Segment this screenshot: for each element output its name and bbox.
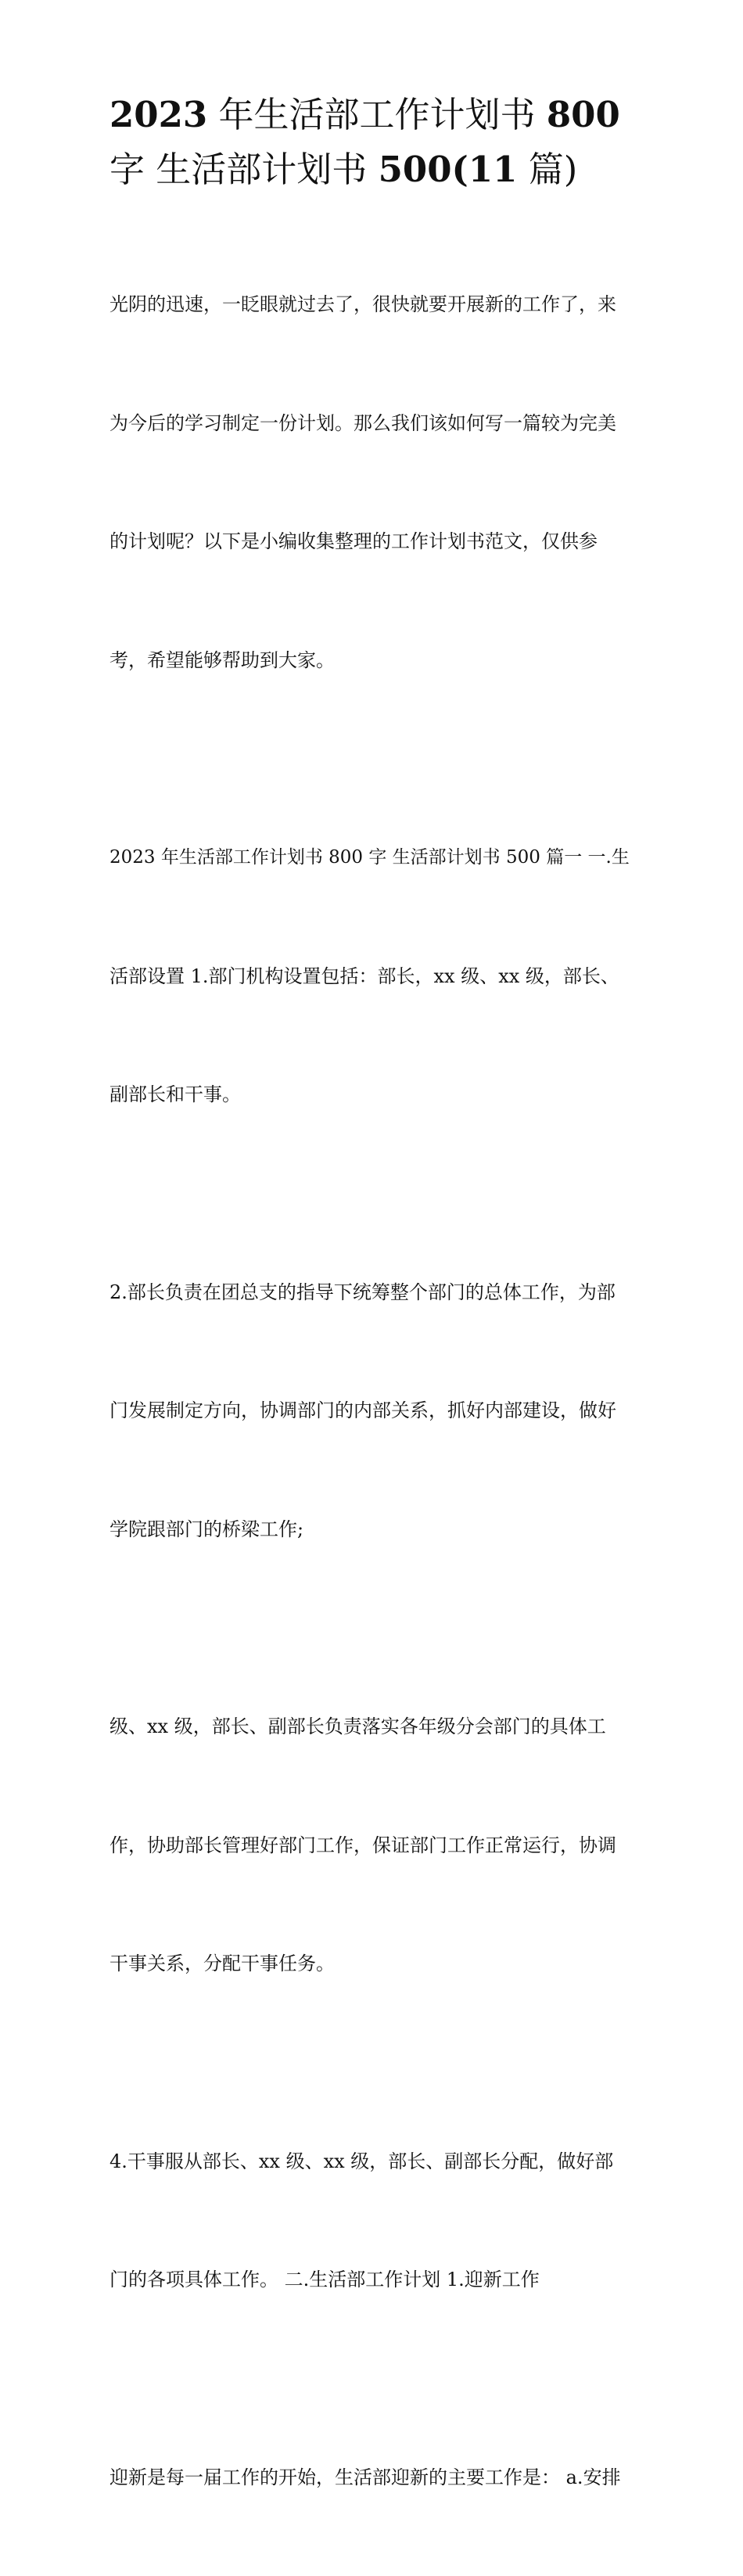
- paragraph-intro: [109, 206, 638, 759]
- text-line: 2023 年生活部工作计划书 800 字 生活部计划书 500 篇一 一.生: [109, 838, 638, 878]
- paragraph-item-4: [109, 2063, 638, 2379]
- text-line: 为今后的学习制定一份计划。那么我们该如何写一篇较为完美: [109, 404, 638, 444]
- text-line: 考，希望能够帮助到大家。: [109, 641, 638, 681]
- paragraph-section-1: [109, 759, 638, 1194]
- text-line: 副部长和干事。: [109, 1075, 638, 1115]
- title-text: 年生活部工作计划书: [207, 94, 547, 135]
- text-line: 2.部长负责在团总支的指导下统筹整个部门的总体工作，为部: [109, 1273, 638, 1313]
- title-line-2: [109, 142, 638, 197]
- title-text: 篇): [517, 149, 577, 190]
- text-line: 迎新是每一届工作的开始，生活部迎新的主要工作是： a.安排: [109, 2458, 638, 2498]
- text-line: 门发展制定方向，协调部门的内部关系，抓好内部建设，做好: [109, 1391, 638, 1431]
- document-content: [109, 88, 638, 2576]
- text-line: 的计划呢？以下是小编收集整理的工作计划书范文，仅供参: [109, 522, 638, 562]
- title-line-1: [109, 88, 638, 142]
- text-line: 活部设置 1.部门机构设置包括：部长，xx 级、xx 级，部长、: [109, 957, 638, 997]
- document-title: [109, 88, 638, 197]
- text-line: 级、xx 级，部长、副部长负责落实各年级分会部门的具体工: [109, 1707, 638, 1747]
- text-line: 干事关系，分配干事任务。: [109, 1944, 638, 1984]
- title-number: 2023: [109, 94, 207, 135]
- document-page: [0, 0, 743, 961]
- paragraph-item-2: [109, 1194, 638, 1629]
- paragraph-welcome: [109, 2379, 638, 2576]
- text-line: 4.干事服从部长、xx 级、xx 级，部长、副部长分配，做好部: [109, 2142, 638, 2182]
- title-number: 800: [547, 94, 620, 135]
- text-line: 学院跟部门的桥梁工作;: [109, 1510, 638, 1550]
- text-line: 作，协助部长管理好部门工作，保证部门工作正常运行，协调: [109, 1826, 638, 1866]
- text-line: 门的各项具体工作。 二.生活部工作计划 1.迎新工作: [109, 2260, 638, 2300]
- text-line: 光阴的迅速，一眨眼就过去了，很快就要开展新的工作了，来: [109, 285, 638, 325]
- paragraph-item-3: [109, 1628, 638, 2063]
- title-text: 字 生活部计划书: [109, 149, 379, 190]
- title-number: 500(11: [379, 149, 518, 190]
